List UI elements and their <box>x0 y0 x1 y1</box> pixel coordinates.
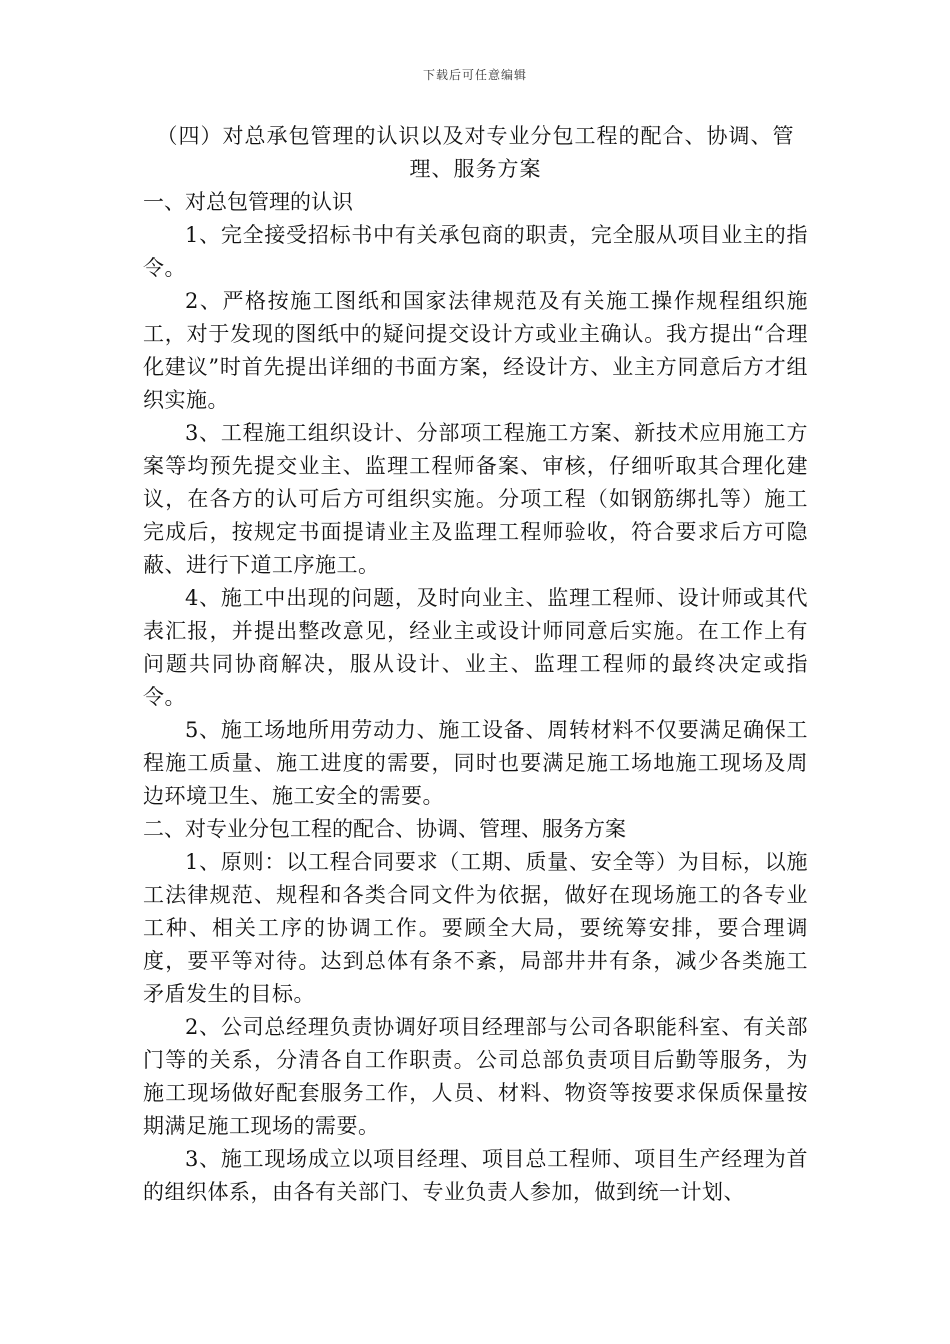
section-heading-1: 一、对总包管理的认识 <box>143 190 353 214</box>
header-note: 下载后可任意编辑 <box>422 68 527 82</box>
paragraph: 4、施工中出现的问题，及时向业主、监理工程师、设计师或其代表汇报，并提出整改意见，经业主或设计师同意后实施。在工作上有问题共同协商解决，服从设计、业主、监理工程师的最终决定或指令。 <box>143 586 808 709</box>
section-heading-2: 二、对专业分包工程的配合、协调、管理、服务方案 <box>143 817 626 841</box>
document-title: （四）对总承包管理的认识以及对专业分包工程的配合、协调、管理、服务方案 <box>156 124 795 181</box>
document-body <box>143 120 808 1209</box>
paragraph: 2、公司总经理负责协调好项目经理部与公司各职能科室、有关部门等的关系，分清各自工作职责。公司总部负责项目后勤等服务，为施工现场做好配套服务工作，人员、材料、物资等按要求保质保量按期满足施工现场的需要。 <box>143 1015 808 1138</box>
paragraph: 3、施工现场成立以项目经理、项目总工程师、项目生产经理为首的组织体系，由各有关部门、专业负责人参加，做到统一计划、 <box>143 1147 808 1204</box>
paragraph: 1、原则：以工程合同要求（工期、质量、安全等）为目标，以施工法律规范、规程和各类合同文件为依据，做好在现场施工的各专业工种、相关工序的协调工作。要顾全大局，要统筹安排，要合理调度，要平等对待。达到总体有条不紊，局部井井有条，减少各类施工矛盾发生的目标。 <box>143 850 808 1006</box>
paragraph: 5、施工场地所用劳动力、施工设备、周转材料不仅要满足确保工程施工质量、施工进度的需要，同时也要满足施工场地施工现场及周边环境卫生、施工安全的需要。 <box>143 718 808 808</box>
paragraph: 3、工程施工组织设计、分部项工程施工方案、新技术应用施工方案等均预先提交业主、监理工程师备案、审核，仔细听取其合理化建议，在各方的认可后方可组织实施。分项工程（如钢筋绑扎等）施工完成后，按规定书面提请业主及监理工程师验收，符合要求后方可隐蔽、进行下道工序施工。 <box>143 421 808 577</box>
paragraph: 1、完全接受招标书中有关承包商的职责，完全服从项目业主的指令。 <box>143 223 808 280</box>
paragraph: 2、严格按施工图纸和国家法律规范及有关施工操作规程组织施工，对于发现的图纸中的疑问提交设计方或业主确认。我方提出“合理化建议”时首先提出详细的书面方案，经设计方、业主方同意后方才组织实施。 <box>143 289 808 412</box>
